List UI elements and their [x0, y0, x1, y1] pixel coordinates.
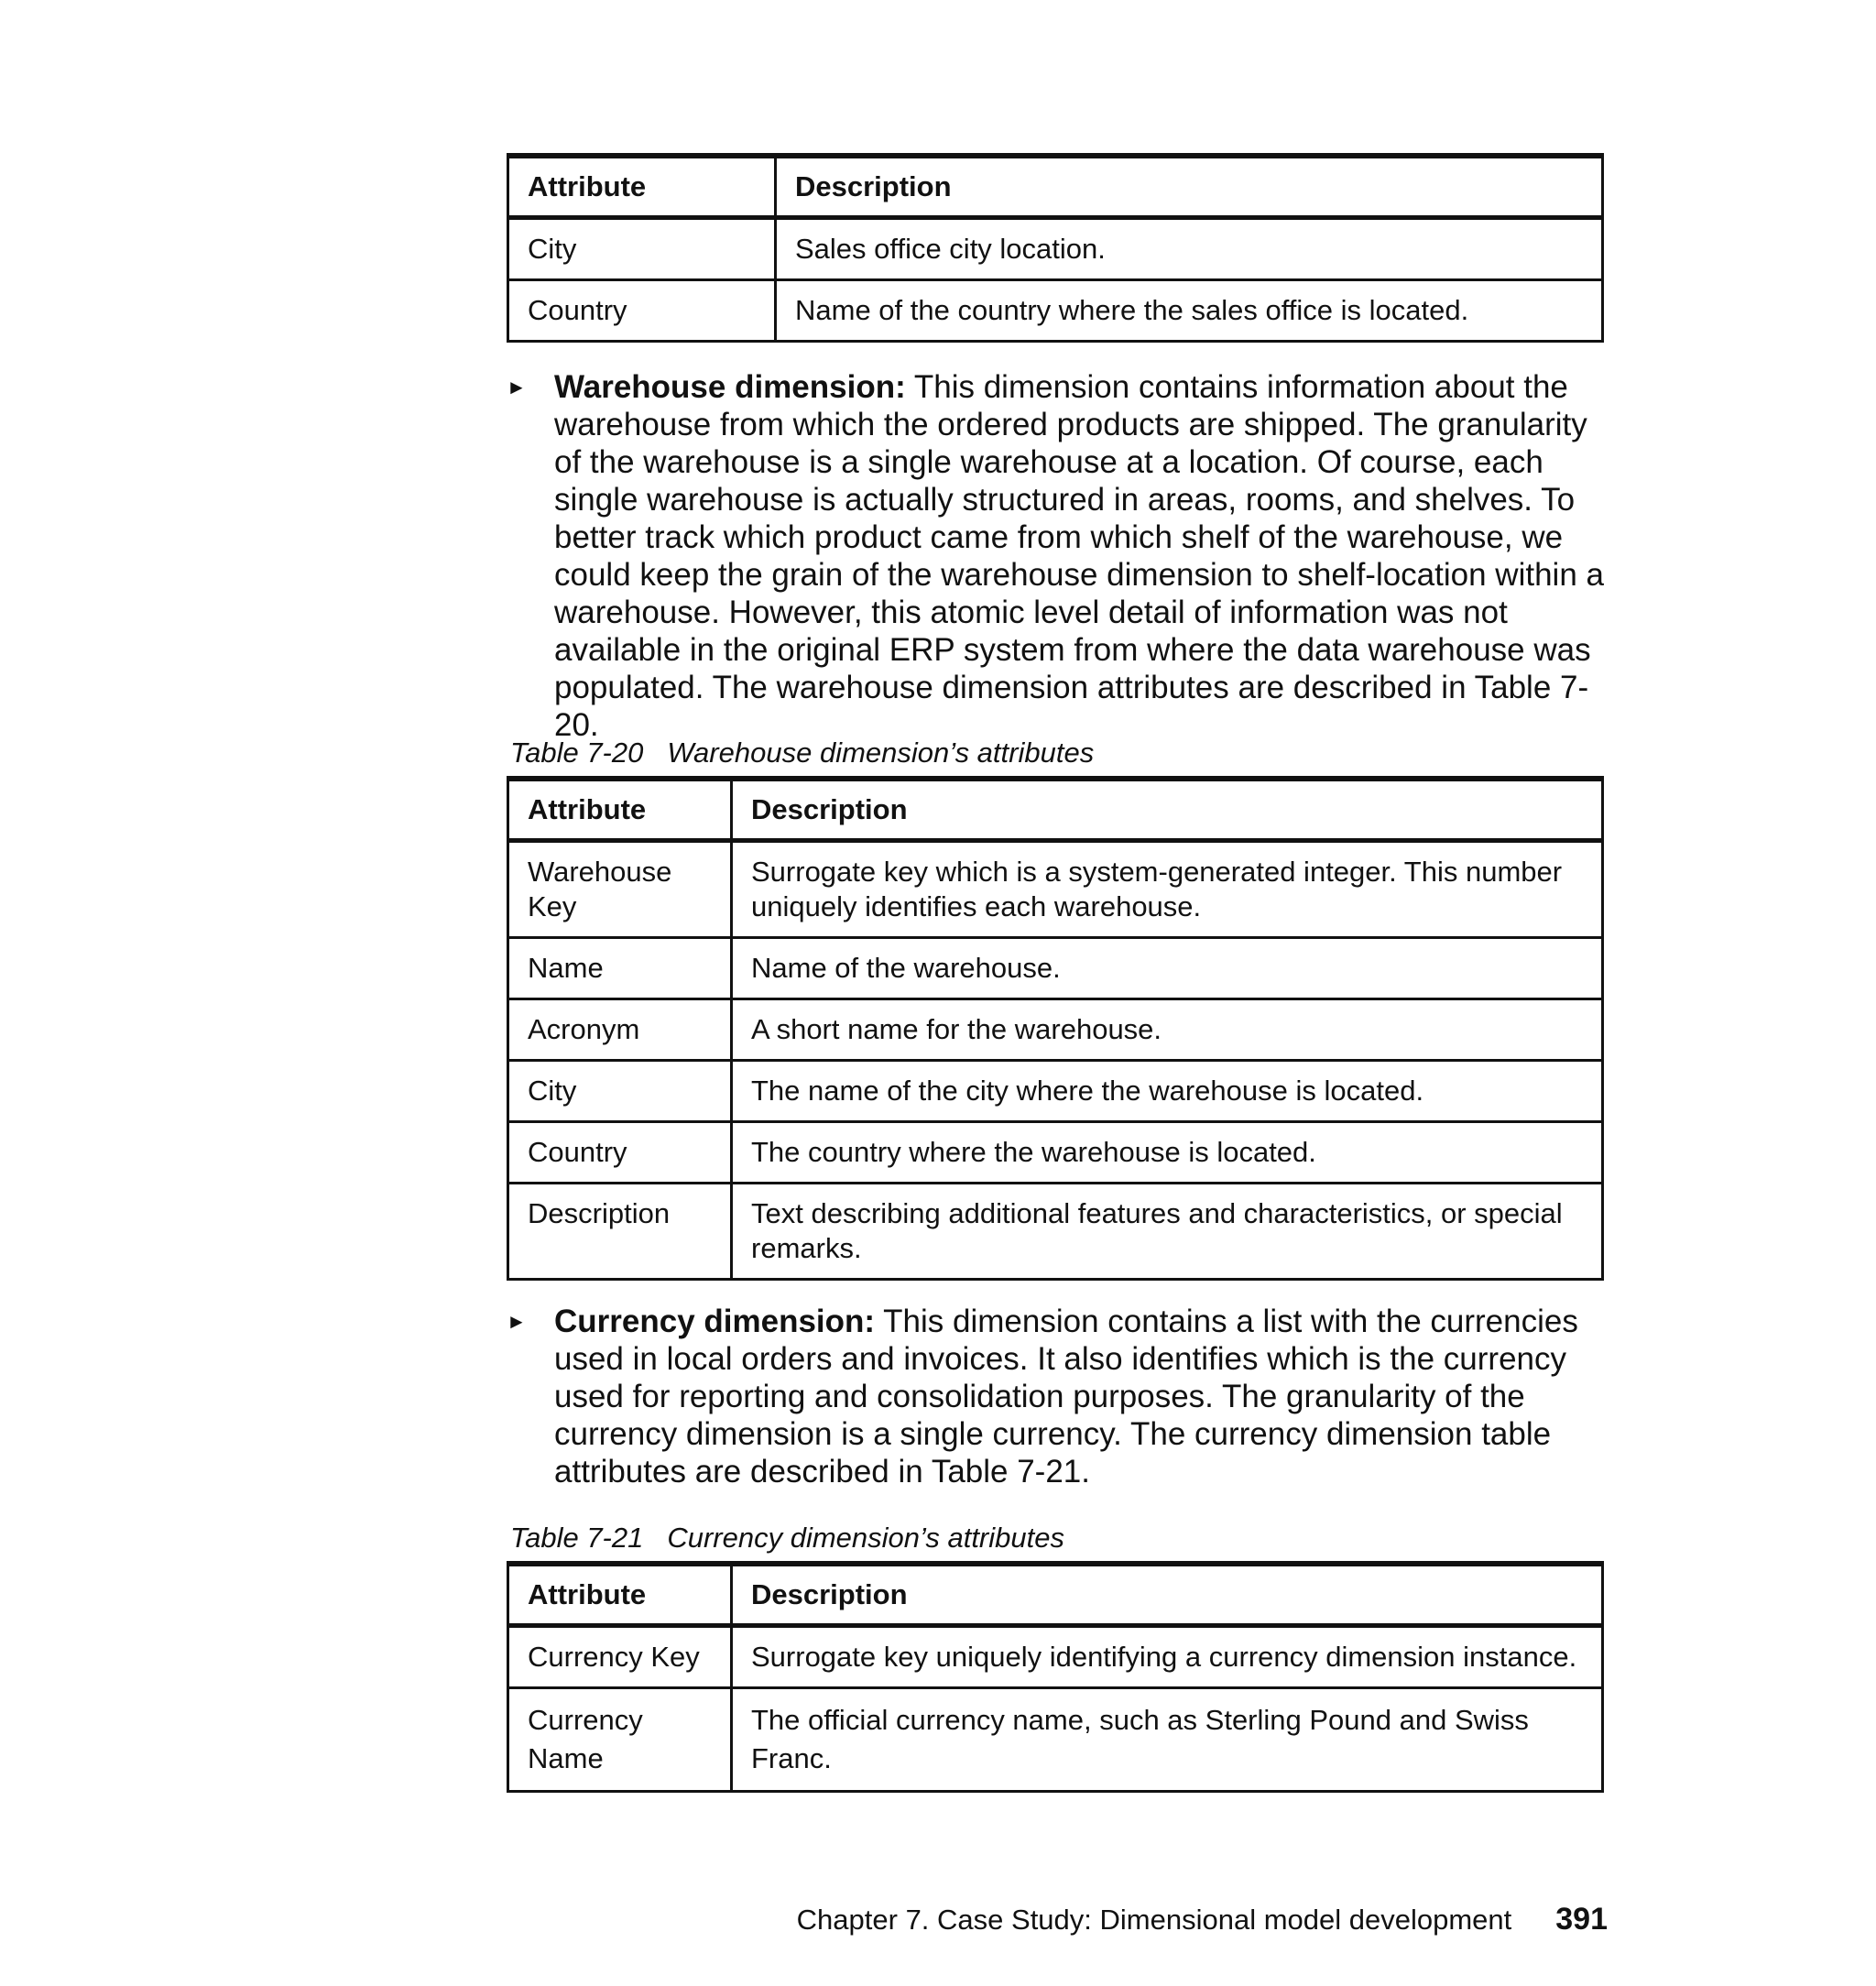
- description-cell: Name of the country where the sales office is located.: [776, 280, 1603, 342]
- attribute-cell: Currency Key: [508, 1626, 732, 1688]
- table-caption: [510, 1522, 1064, 1555]
- currency-dimension-bullet: [507, 1303, 1606, 1490]
- table-row: [508, 1626, 1603, 1688]
- attribute-cell: Warehouse Key: [508, 841, 732, 938]
- attribute-cell: City: [508, 1061, 732, 1122]
- chapter-title: Chapter 7. Case Study: Dimensional model development: [796, 1904, 1512, 1936]
- bullet-text: [554, 1303, 1606, 1490]
- bullet-body: This dimension contains information about the warehouse from which the ordered products are shipped. The granularity of the warehouse is a single warehouse at a location. Of course, each single warehouse is actually structured in areas, rooms, and shelves. To better track which product came from which shelf of the warehouse, we could keep the grain of the warehouse dimension to shelf-location within a warehouse. However, this atomic level detail of information was not available in the original ERP system from where the data warehouse was populated. The warehouse dimension attributes are described in Table 7-20.: [554, 369, 1604, 743]
- bullet-arrow-icon: ►: [507, 1310, 527, 1333]
- attribute-cell: Country: [508, 1122, 732, 1184]
- column-header-attribute: Attribute: [508, 779, 732, 841]
- bullet-body: This dimension contains a list with the currencies used in local orders and invoices. It also identifies which is the currency used for reporting and consolidation purposes. The granularity of the currency dimension is a single currency. The currency dimension table attributes are described in Table 7-21.: [554, 1304, 1578, 1490]
- table-row: [508, 999, 1603, 1061]
- warehouse-dimension-bullet: [507, 368, 1606, 744]
- column-header-attribute: Attribute: [508, 156, 776, 218]
- description-cell: Name of the warehouse.: [732, 938, 1603, 999]
- table-row: [508, 938, 1603, 999]
- column-header-description: Description: [776, 156, 1603, 218]
- table-header-row: [508, 779, 1603, 841]
- table-row: [508, 841, 1603, 938]
- table-row: [508, 1688, 1603, 1792]
- table-row: [508, 218, 1603, 280]
- description-cell: Sales office city location.: [776, 218, 1603, 280]
- description-cell: A short name for the warehouse.: [732, 999, 1603, 1061]
- description-cell: Surrogate key uniquely identifying a currency dimension instance.: [732, 1626, 1603, 1688]
- description-cell: Text describing additional features and characteristics, or special remarks.: [732, 1184, 1603, 1280]
- table-row: [508, 1061, 1603, 1122]
- page-number: 391: [1555, 1902, 1608, 1937]
- attribute-cell: City: [508, 218, 776, 280]
- attribute-cell: Acronym: [508, 999, 732, 1061]
- description-cell: The name of the city where the warehouse is located.: [732, 1061, 1603, 1122]
- attribute-cell: Description: [508, 1184, 732, 1280]
- column-header-description: Description: [732, 779, 1603, 841]
- caption-title: Currency dimension’s attributes: [667, 1522, 1064, 1554]
- column-header-attribute: Attribute: [508, 1564, 732, 1626]
- description-cell: The country where the warehouse is located.: [732, 1122, 1603, 1184]
- attribute-cell: Currency Name: [508, 1688, 732, 1792]
- currency-attributes-table: [507, 1561, 1604, 1793]
- bullet-lead: Currency dimension:: [554, 1304, 876, 1339]
- caption-number: Table 7-21: [510, 1522, 644, 1554]
- table-caption: [510, 737, 1094, 769]
- sales-office-attributes-table: [507, 153, 1604, 343]
- description-cell: The official currency name, such as Sterling Pound and Swiss Franc.: [732, 1688, 1603, 1792]
- attribute-cell: Country: [508, 280, 776, 342]
- table-header-row: [508, 156, 1603, 218]
- warehouse-attributes-table: [507, 776, 1604, 1281]
- table-row: [508, 1184, 1603, 1280]
- table-row: [508, 1122, 1603, 1184]
- bullet-arrow-icon: ►: [507, 376, 527, 398]
- caption-number: Table 7-20: [510, 737, 644, 769]
- table-row: [508, 280, 1603, 342]
- bullet-text: [554, 368, 1606, 744]
- page-footer: [0, 1902, 1608, 1937]
- description-cell: Surrogate key which is a system-generated integer. This number uniquely identifies each warehouse.: [732, 841, 1603, 938]
- column-header-description: Description: [732, 1564, 1603, 1626]
- caption-title: Warehouse dimension’s attributes: [667, 737, 1095, 769]
- attribute-cell: Name: [508, 938, 732, 999]
- bullet-lead: Warehouse dimension:: [554, 369, 906, 405]
- table-header-row: [508, 1564, 1603, 1626]
